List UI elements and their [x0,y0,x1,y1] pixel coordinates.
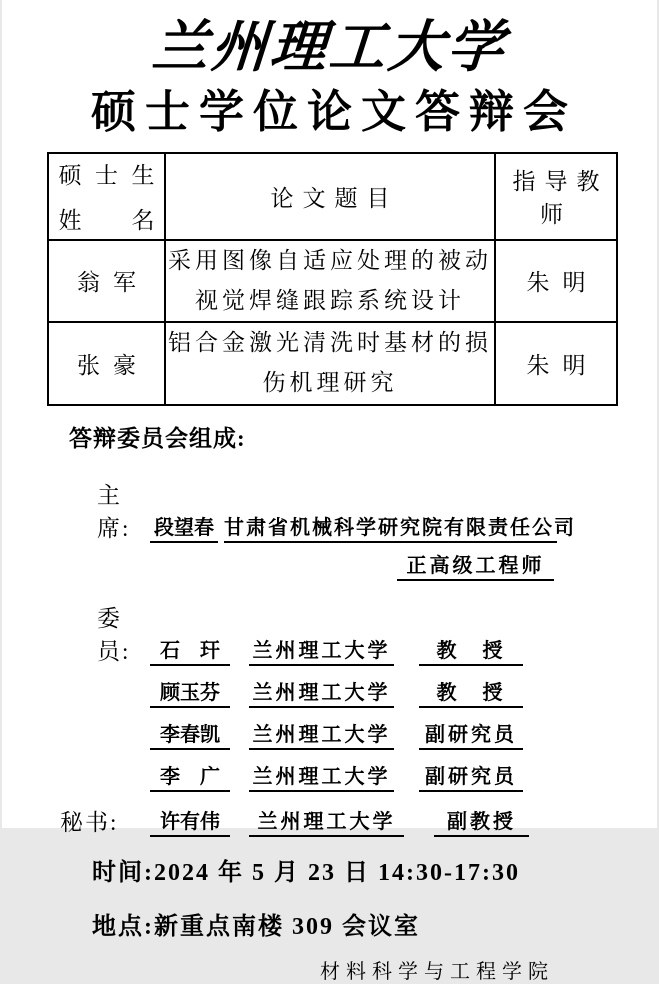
university-calligraphy-logo: 兰州理工大学 [149,17,509,79]
member-name: 石 玕 [150,639,230,666]
thesis-title: 铝合金激光清洗时基材的损 伤机理研究 [165,322,495,405]
college-name: 材料科学与工程学院 [320,960,554,983]
table-row [48,322,617,405]
member-name: 李春凯 [150,723,230,750]
committee-member-row [60,681,657,708]
committee-chair-title-row [397,554,657,581]
thesis-title: 采用图像自适应处理的被动 视觉焊缝跟踪系统设计 [165,240,495,323]
thesis-defense-table [47,152,618,406]
member-job-title: 副研究员 [419,723,523,750]
member-name: 顾玉芬 [150,681,230,708]
committee-section-title: 答辩委员会组成: [69,425,246,451]
member-organization: 兰州理工大学 [249,639,394,666]
members-label: 委员: [97,605,131,664]
secretary-organization: 兰州理工大学 [249,810,404,837]
member-organization: 兰州理工大学 [249,723,394,750]
secretary-label: 秘书: [60,809,119,835]
advisor-name: 朱明 [495,322,617,405]
secretary-name: 许有伟 [150,810,230,837]
header-advisor: 指导教师 [495,153,617,240]
table-row [48,240,617,323]
secretary-job-title: 副教授 [434,810,529,837]
student-name: 张豪 [48,322,165,405]
committee-chair-row [60,477,657,543]
defense-location: 地点:新重点南楼 309 会议室 [92,913,420,940]
member-name: 李 广 [150,765,230,792]
committee-member-row [60,723,657,750]
chair-label: 主席: [97,482,131,541]
chair-name: 段望春 [150,516,218,543]
committee-secretary-row [60,804,657,837]
header-thesis-title: 论文题目 [165,153,495,240]
member-organization: 兰州理工大学 [249,765,394,792]
chair-organization: 甘肃省机械科学研究院有限责任公司 [224,516,557,543]
page-title: 硕士学位论文答辩会 [90,87,577,137]
member-organization: 兰州理工大学 [249,681,394,708]
table-header-row [48,153,617,240]
defense-time: 时间:2024 年 5 月 23 日 14:30-17:30 [92,859,520,886]
member-job-title: 教 授 [419,639,523,666]
chair-job-title: 正高级工程师 [397,554,554,581]
committee-member-row [60,765,657,792]
member-job-title: 教 授 [419,681,523,708]
student-name: 翁军 [48,240,165,323]
member-job-title: 副研究员 [419,765,523,792]
header-student-name: 硕 士 生 姓 名 [48,153,165,240]
defense-announcement-page [2,0,657,983]
advisor-name: 朱明 [495,240,617,323]
committee-member-row [60,600,657,666]
